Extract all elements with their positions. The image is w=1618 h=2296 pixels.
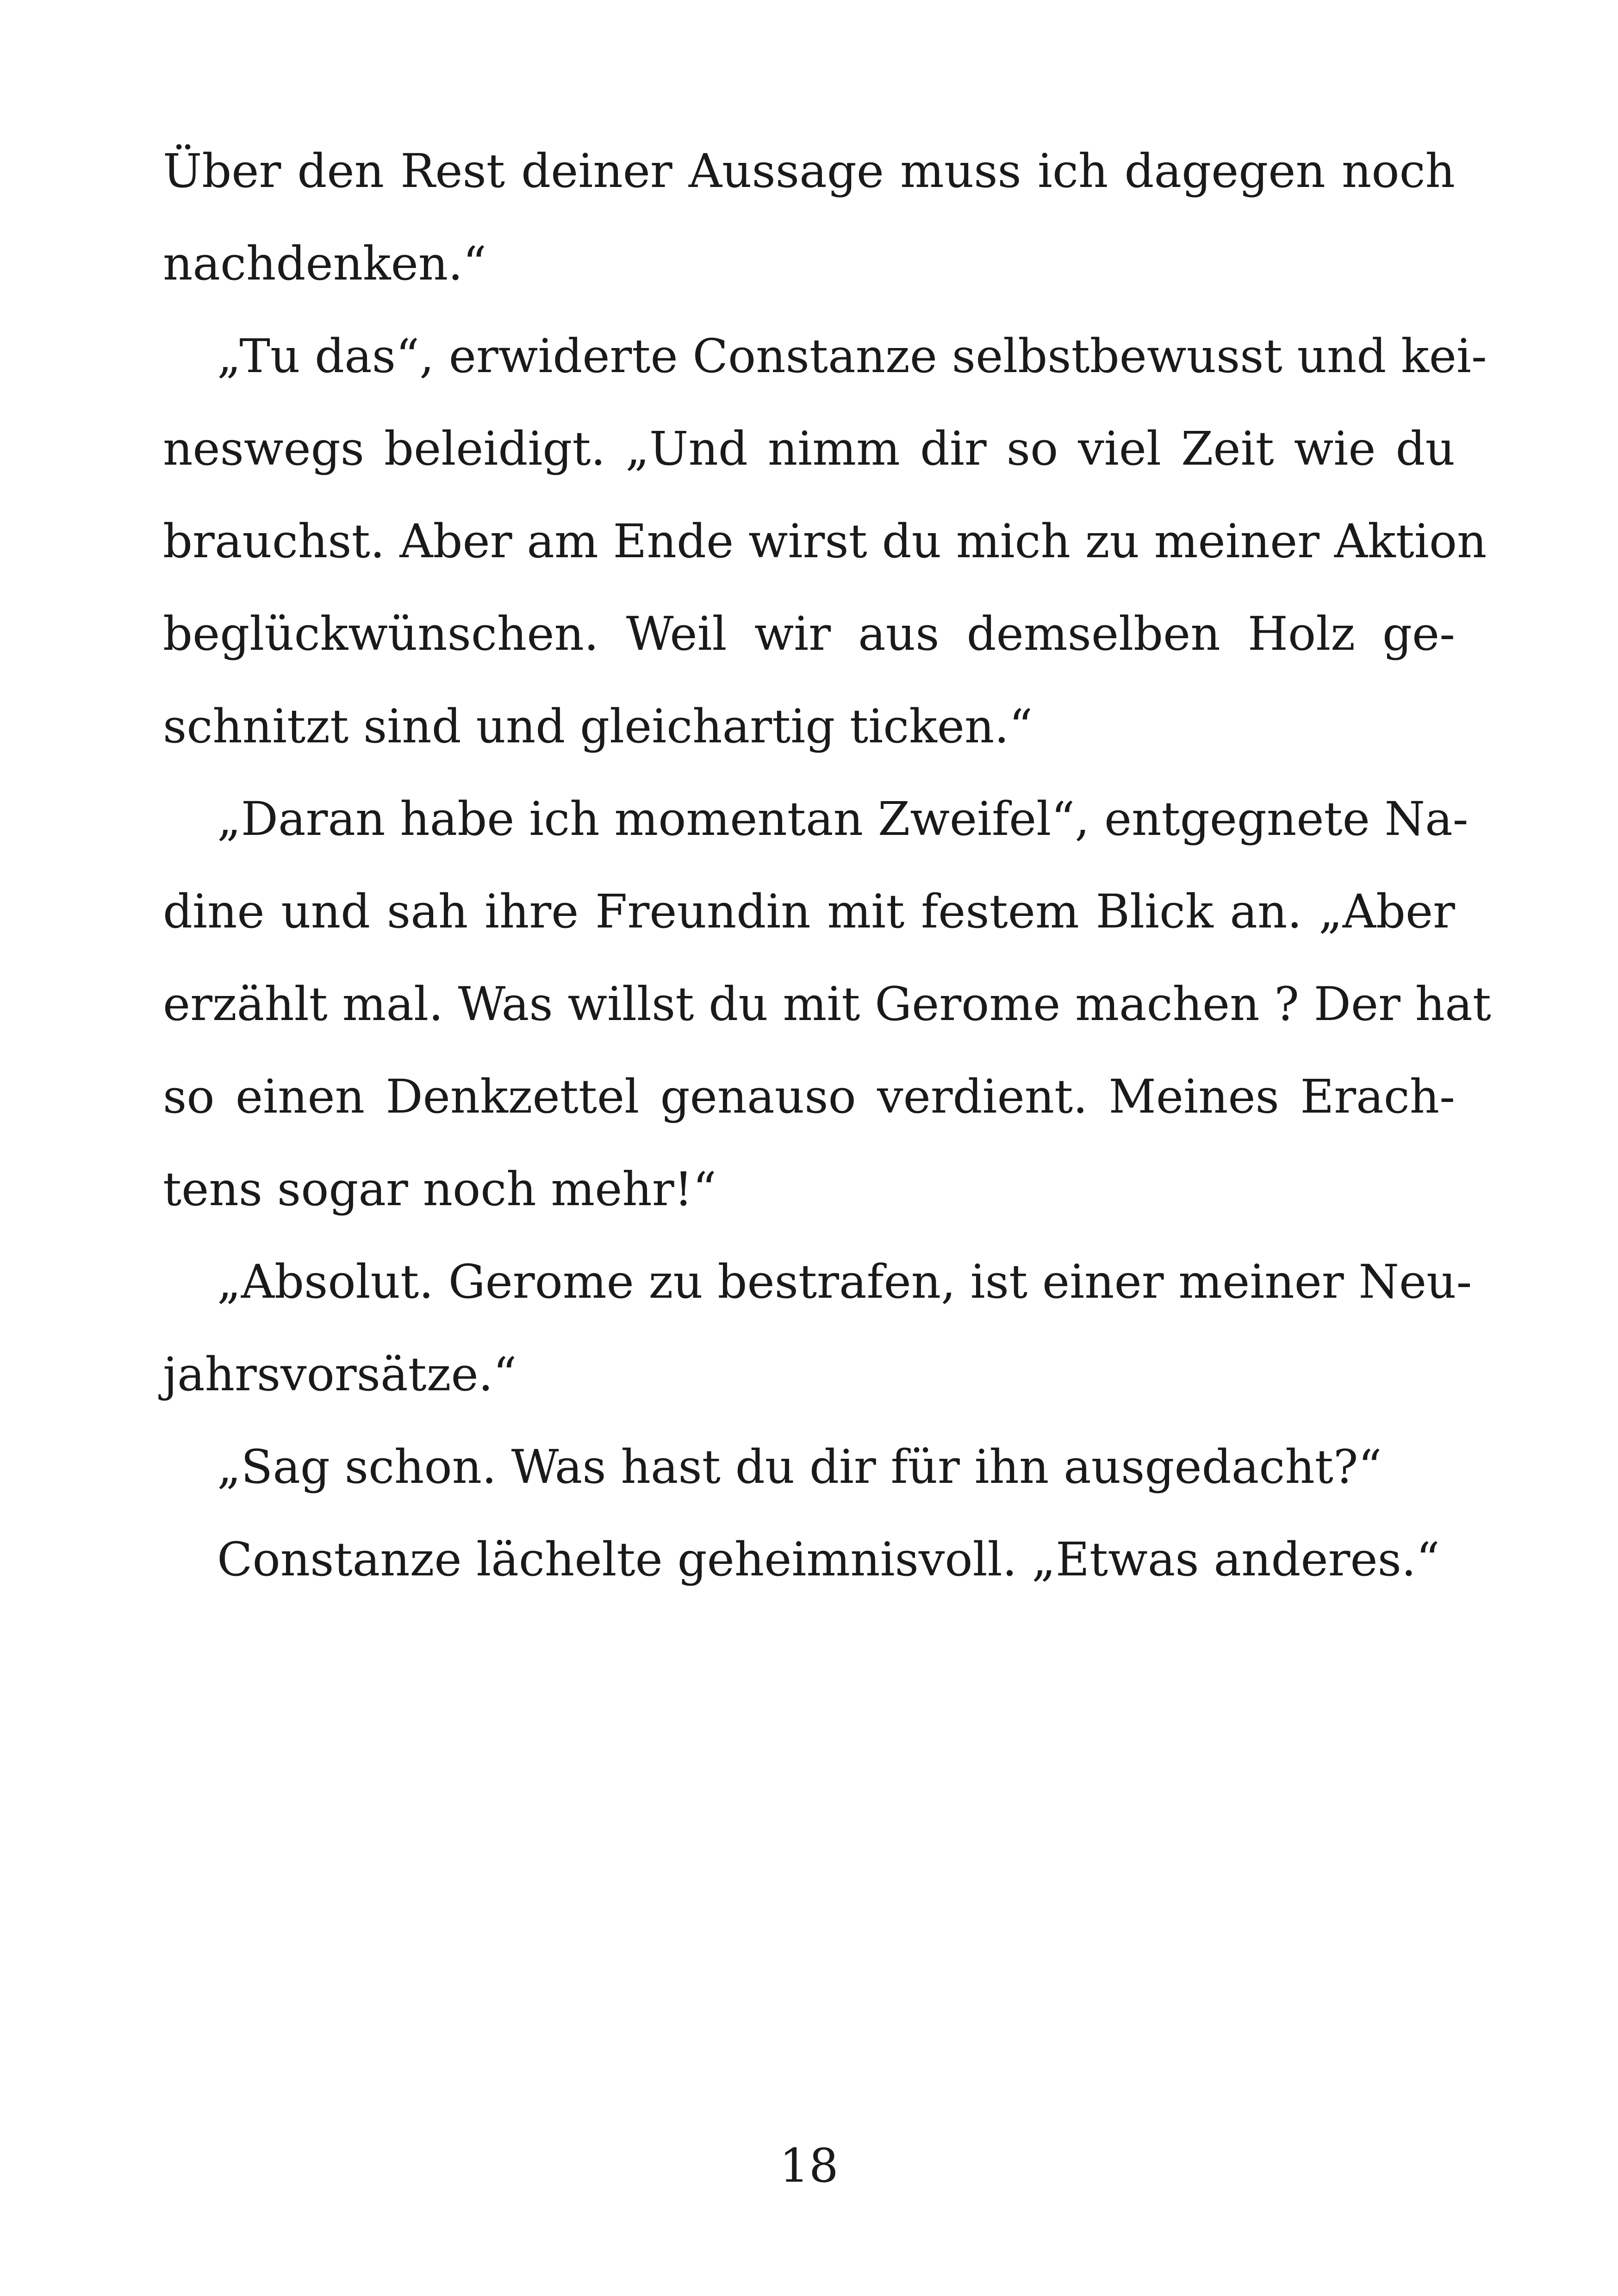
text-line: schnitzt sind und gleichartig ticken.“ — [163, 699, 1033, 753]
text-line: dine und sah ihre Freundin mit festem Blick an. „Aber — [163, 884, 1455, 939]
text-line: jahrsvorsätze.“ — [163, 1347, 517, 1401]
page-number: 18 — [779, 2139, 839, 2193]
text-line: „Absolut. Gerome zu bestrafen, ist einer meiner Neu- — [217, 1255, 1472, 1309]
text-line: so einen Denkzettel genauso verdient. Meines Erach- — [163, 1070, 1455, 1124]
text-line: brauchst. Aber am Ende wirst du mich zu meiner Aktion — [163, 514, 1487, 568]
text-line: nachdenken.“ — [163, 236, 487, 291]
text-line: erzählt mal. Was willst du mit Gerome machen ? Der hat — [163, 977, 1491, 1031]
text-line: „Tu das“, erwiderte Constanze selbstbewusst und kei- — [217, 329, 1487, 383]
text-line: „Sag schon. Was hast du dir für ihn ausgedacht?“ — [217, 1440, 1382, 1494]
text-line: „Daran habe ich momentan Zweifel“, entgegnete Na- — [217, 792, 1469, 846]
text-line: neswegs beleidigt. „Und nimm dir so viel Zeit wie du — [163, 422, 1455, 476]
text-line: Constanze lächelte geheimnisvoll. „Etwas anderes.“ — [217, 1532, 1440, 1587]
text-line: Über den Rest deiner Aussage muss ich dagegen noch — [163, 144, 1455, 198]
text-line: beglückwünschen. Weil wir aus demselben Holz ge- — [163, 607, 1455, 661]
body-text — [163, 125, 1491, 1606]
text-line: tens sogar noch mehr!“ — [163, 1162, 716, 1216]
